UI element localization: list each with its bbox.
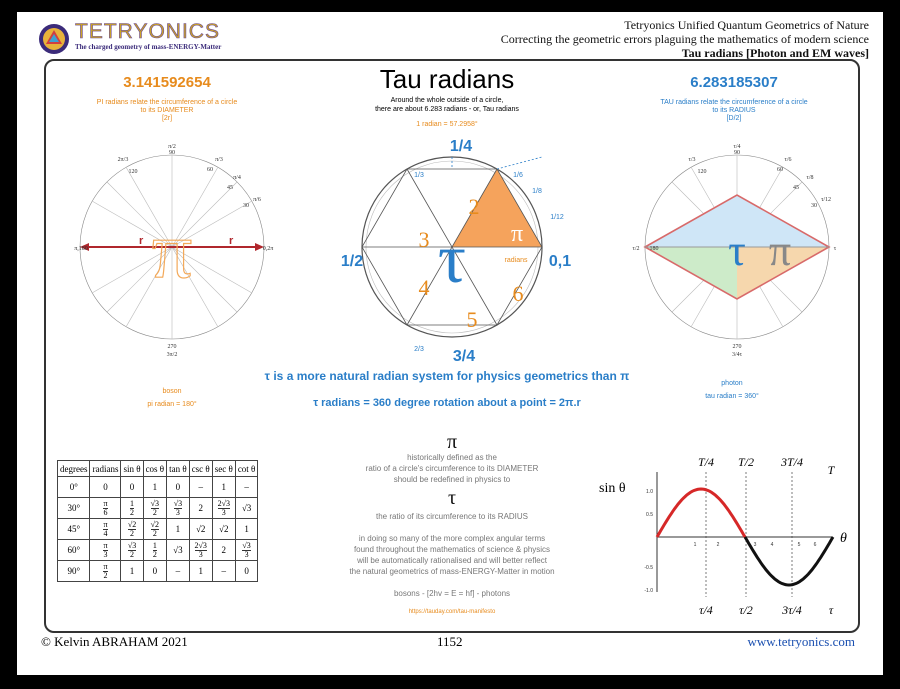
label: 3π/2: [166, 352, 178, 358]
tau-glyph: τ: [437, 221, 467, 298]
text-line: historically defined as the: [407, 453, 497, 462]
table-row: 45° $\frac{\pi}{4}$ $\frac{√2}{2}$ $\frac{√2}{2}$ 1 √2 √2 1: [58, 519, 258, 540]
label: τ/12: [820, 197, 832, 203]
label: 90: [734, 150, 740, 156]
tagline: The charged geometry of mass-ENERGY-Matter: [75, 43, 222, 51]
label: 60: [207, 167, 213, 173]
tau-desc-3: [D/2]: [726, 115, 742, 122]
label: 30: [243, 203, 249, 209]
header-text: [501, 18, 869, 60]
x-tick: 1: [693, 542, 697, 548]
label: 3/4τ: [731, 352, 743, 358]
brand-name: TETRYONICS: [75, 20, 220, 43]
photon-label: photon: [721, 380, 743, 387]
bosons-photons-line: bosons - [2hv = E = hf] - photons: [393, 589, 511, 598]
text-line: in doing so many of the more complex angular terms: [358, 534, 546, 543]
table-row: 90° $\frac{\pi}{2}$ 1 0 – 1 – 0: [58, 561, 258, 582]
quarter-label: 0,1: [548, 253, 572, 270]
sector-number: 4: [418, 275, 430, 300]
pi-glyph-small: π: [510, 221, 524, 247]
label: 2π/3: [117, 157, 129, 163]
sector-number: 3: [418, 227, 430, 252]
label: τ: [833, 246, 837, 252]
subtitle: [327, 96, 567, 114]
label: 60: [777, 167, 783, 173]
radius-label-left: r: [139, 235, 144, 247]
period-label-bottom: τ/2: [739, 603, 753, 617]
table-cell: 60°: [58, 540, 90, 561]
period-label-bottom: 3τ/4: [782, 603, 802, 617]
fraction-label: 1/3: [414, 172, 424, 179]
pi-glyph: π: [151, 207, 193, 295]
text-line: the natural geometrics of mass-ENERGY-Matter in motion: [349, 567, 555, 576]
sector-number: 2: [468, 194, 480, 219]
subtitle-line-2: there are about 6.283 radians - or, Tau radians: [375, 106, 519, 113]
label: π/2: [168, 144, 176, 150]
radius-label-right: r: [229, 235, 234, 247]
label: 270: [167, 344, 177, 350]
x-tick: 5: [797, 542, 801, 548]
x-tick: 4: [770, 542, 774, 548]
text-line: ratio of a circle's circumference to its DIAMETER: [365, 464, 539, 473]
sine-wave-plot: [595, 442, 855, 627]
tau-desc-1: TAU radians relate the circumference of a circle: [660, 99, 808, 106]
label: τ/8: [806, 175, 814, 181]
tau-radian-label: tau radian = 360°: [705, 393, 759, 400]
table-header: cos θ: [143, 461, 167, 477]
period-label-top: T/4: [697, 455, 715, 469]
fraction-label: 1/8: [532, 188, 542, 195]
table-cell: 0°: [58, 477, 90, 498]
table-header: sin θ: [121, 461, 143, 477]
quarter-label: 3/4: [452, 348, 476, 362]
pi-footnote: [117, 385, 227, 411]
label: 270: [732, 344, 742, 350]
website-link[interactable]: www.tetryonics.com: [747, 634, 855, 649]
y-axis-label: sin θ: [599, 481, 626, 496]
text-line: should be redefined in physics to: [393, 475, 511, 484]
pi-desc-2: to its DIAMETER: [140, 107, 194, 114]
pi-glyph-right: π: [768, 226, 792, 275]
tau-footnote: [677, 377, 787, 403]
tau-glyph-right: τ: [728, 226, 746, 275]
y-tick: 0.5: [646, 512, 653, 518]
label: 120: [697, 169, 707, 175]
trig-table: [57, 460, 258, 582]
period-label-bottom: τ/4: [699, 603, 713, 617]
tau-value: 6.283185307: [690, 74, 778, 91]
page-number: 1152: [437, 634, 463, 649]
header-line-3: Tau radians [Photon and EM waves]: [681, 46, 869, 60]
label: 180: [649, 246, 659, 252]
label: 45: [227, 185, 233, 191]
label: τ/6: [784, 157, 792, 163]
tau-symbol: τ: [447, 487, 457, 509]
table-header: csc θ: [189, 461, 212, 477]
table-header: cot θ: [235, 461, 258, 477]
boson-label: boson: [162, 388, 182, 395]
radian-note: 1 radian = 57.2958°: [416, 121, 478, 128]
page-title: Tau radians: [379, 64, 515, 94]
period-label-top: T: [827, 463, 835, 477]
x-axis-label: θ: [840, 531, 847, 546]
sector-number: 5: [466, 307, 478, 332]
table-row: 0° 0 0 1 0 – 1 –: [58, 477, 258, 498]
label: 120: [128, 169, 138, 175]
y-tick: -0.5: [644, 565, 653, 571]
y-tick: 1.0: [646, 489, 653, 495]
label: 90: [169, 150, 175, 156]
x-tick: 2: [716, 542, 720, 548]
subtitle-line-1: Around the whole outside of a circle,: [390, 97, 504, 104]
trig-table-wrap: [57, 460, 258, 582]
x-tick: 6: [813, 542, 817, 548]
x-tick: 3: [753, 542, 757, 548]
table-header: sec θ: [212, 461, 235, 477]
pi-description: [67, 99, 267, 123]
y-tick: -1.0: [644, 588, 653, 594]
table-cell: 30°: [58, 498, 90, 519]
label: π/3: [215, 157, 223, 163]
period-label-top: T/2: [737, 455, 755, 469]
quarter-label: 1/2: [340, 253, 364, 270]
table-cell: 90°: [58, 561, 90, 582]
label: π/4: [233, 175, 241, 181]
explanation-block: [337, 432, 567, 618]
label: τ/3: [688, 157, 696, 163]
table-header: tan θ: [167, 461, 190, 477]
page: [17, 12, 883, 675]
table-cell: 45°: [58, 519, 90, 540]
header-line-2: Correcting the geometric errors plaguing the mathematics of modern science: [500, 32, 869, 46]
period-label-top: 3T/4: [780, 455, 804, 469]
fraction-label: 1/6: [513, 172, 523, 179]
table-row: 60° $\frac{\pi}{3}$ $\frac{√3}{2}$ $\frac{1}{2}$ √3 $\frac{2√3}{3}$ 2 $\frac{√3}{3}$: [58, 540, 258, 561]
copyright: © Kelvin ABRAHAM 2021: [41, 634, 188, 649]
table-row: 30° $\frac{\pi}{6}$ $\frac{1}{2}$ $\frac{√3}{2}$ $\frac{√3}{3}$ 2 $\frac{2√3}{3}$ √3: [58, 498, 258, 519]
table-header: radians: [90, 461, 121, 477]
pi-radian-label: pi radian = 180°: [147, 401, 197, 408]
tetryonics-logo-icon: [37, 22, 71, 56]
tau-desc-2: to its RADIUS: [712, 107, 756, 114]
text-line: will be automatically rationalised and will better reflect: [357, 556, 547, 565]
label: 45: [793, 185, 799, 191]
sector-number: 6: [512, 281, 524, 306]
label: π/6: [253, 197, 261, 203]
tau-manifesto-link[interactable]: https://tauday.com/tau-manifesto: [408, 609, 496, 615]
fraction-label: 1/12: [550, 214, 564, 221]
label: τ/4: [733, 144, 741, 150]
text-line: the ratio of its circumference to its RADIUS: [375, 512, 529, 521]
pi-desc-3: [2r]: [161, 115, 173, 122]
header-line-1: Tetryonics Unified Quantum Geometrics of Nature: [624, 18, 869, 32]
statement-1: τ is a more natural radian system for physics geometrics than π: [264, 369, 630, 383]
tau-circle-diagram: [630, 137, 845, 362]
tau-description: [634, 99, 834, 123]
fraction-label: 2/3: [414, 346, 424, 353]
period-label-bottom: τ: [828, 603, 834, 617]
pi-circle-diagram: [67, 137, 277, 362]
quarter-label: 1/4: [449, 138, 473, 155]
radians-word: radians: [504, 257, 528, 264]
tau-hexagon-diagram: [327, 137, 577, 362]
label: π,180: [74, 246, 88, 252]
pi-value: 3.141592654: [123, 74, 211, 91]
label: 0,2π: [262, 246, 274, 252]
table-header: degrees: [58, 461, 90, 477]
statement-2: τ radians = 360 degree rotation about a point = 2π.r: [313, 397, 581, 409]
pi-symbol: π: [446, 431, 458, 453]
pi-desc-1: PI radians relate the circumference of a circle: [96, 99, 238, 106]
text-line: found throughout the mathematics of science & physics: [353, 545, 551, 554]
label: 30: [811, 203, 817, 209]
label: τ/2: [632, 246, 640, 252]
